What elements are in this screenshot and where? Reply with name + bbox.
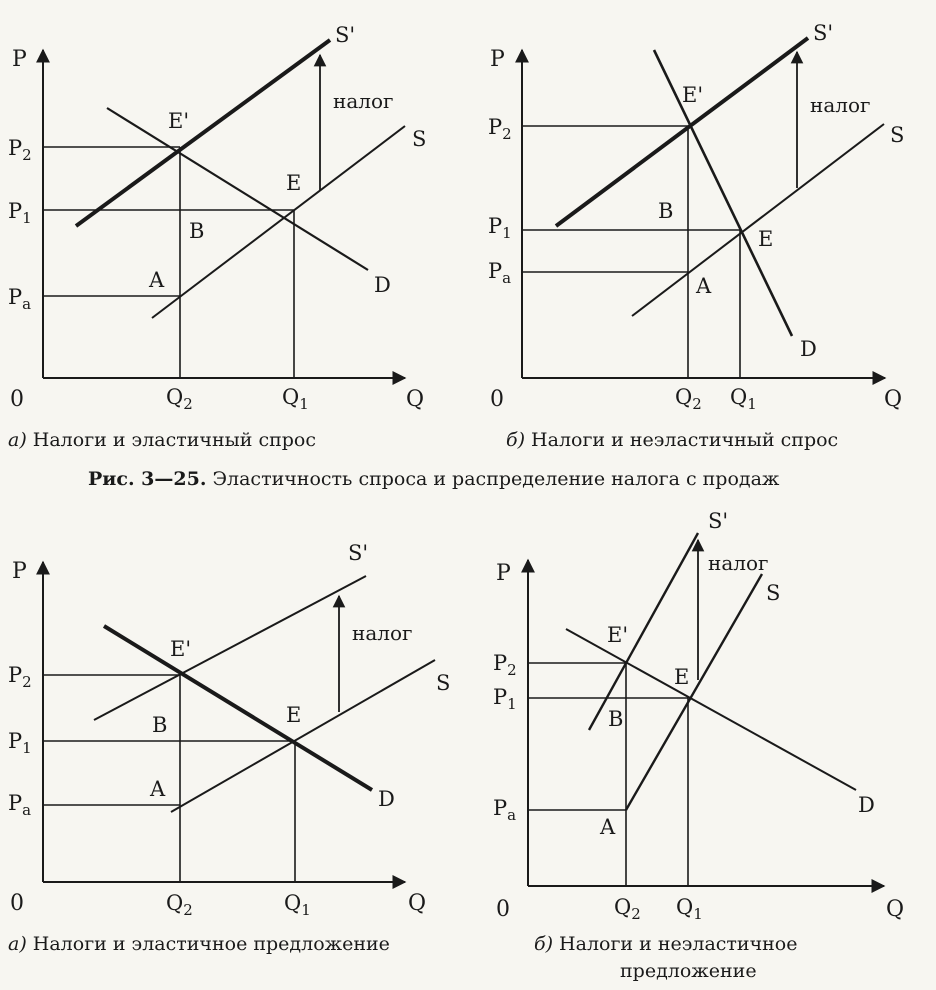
- curve-s-label: S: [766, 581, 781, 605]
- supply-curve-s-prime: [556, 38, 808, 226]
- q2-label: $Q_2$: [675, 385, 702, 413]
- q1-label: $Q_1$: [282, 385, 309, 413]
- curve-d-label: D: [858, 793, 875, 817]
- point-e-label: E: [674, 665, 690, 689]
- point-a-label: A: [150, 777, 166, 801]
- q2-label: $Q_2$: [614, 895, 641, 923]
- panel-caption: б) Налоги и неэластичное: [534, 933, 798, 955]
- curve-s-prime-label: S': [813, 21, 834, 45]
- panel-caption: а) Налоги и эластичное предложение: [8, 933, 390, 955]
- point-e-label: E: [286, 703, 302, 727]
- point-e-prime-label: E': [682, 83, 704, 107]
- pa-label: $P_a$: [493, 796, 517, 824]
- point-e-prime-label: E': [168, 109, 190, 133]
- supply-curve-s: [626, 574, 762, 810]
- point-e-label: E: [758, 227, 774, 251]
- x-axis-label: Q: [408, 891, 427, 916]
- point-e-prime-label: E': [607, 623, 629, 647]
- demand-curve-d: [104, 626, 372, 790]
- point-a-label: A: [600, 815, 616, 839]
- q2-label: $Q_2$: [166, 891, 193, 919]
- q1-label: $Q_1$: [730, 385, 757, 413]
- q1-label: $Q_1$: [284, 891, 311, 919]
- curve-d-label: D: [800, 337, 817, 361]
- curve-s-prime-label: S': [348, 541, 369, 565]
- panel-caption: а) Налоги и эластичный спрос: [8, 429, 317, 451]
- supply-curve-s-prime: [76, 40, 330, 226]
- panel-supply-elastic: [8, 541, 450, 955]
- p1-label: $P_1$: [8, 729, 32, 757]
- tax-label: налог: [352, 621, 413, 645]
- point-b-label: B: [189, 219, 205, 243]
- panel-caption-line2: предложение: [620, 960, 757, 982]
- supply-curve-s-prime: [589, 533, 698, 730]
- p2-label: $P_2$: [493, 651, 517, 679]
- p2-label: $P_2$: [8, 663, 32, 691]
- demand-curve-d: [107, 108, 368, 270]
- pa-label: $P_a$: [488, 259, 512, 287]
- curve-s-label: S: [890, 123, 905, 147]
- curve-d-label: D: [374, 273, 391, 297]
- curve-s-prime-label: S': [708, 509, 729, 533]
- curve-s-prime-label: S': [335, 23, 356, 47]
- point-b-label: B: [608, 707, 624, 731]
- y-axis-label: P: [496, 561, 511, 586]
- pa-label: $P_a$: [8, 285, 32, 313]
- panel-supply-inelastic: [493, 509, 904, 982]
- panel-demand-elastic: [8, 23, 426, 451]
- tax-label: налог: [708, 551, 769, 575]
- curve-s-label: S: [436, 671, 451, 695]
- tax-label: налог: [333, 89, 394, 113]
- supply-curve-s-prime: [94, 576, 366, 720]
- origin-label: 0: [496, 897, 510, 922]
- y-axis-label: P: [490, 47, 505, 72]
- point-a-label: A: [696, 274, 712, 298]
- panel-caption: б) Налоги и неэластичный спрос: [506, 429, 839, 451]
- x-axis-label: Q: [884, 387, 903, 412]
- q1-label: $Q_1$: [676, 895, 703, 923]
- y-axis-label: P: [12, 559, 27, 584]
- point-b-label: B: [152, 713, 168, 737]
- p1-label: $P_1$: [488, 214, 512, 242]
- origin-label: 0: [10, 387, 24, 412]
- origin-label: 0: [10, 891, 24, 916]
- figure-caption: Рис. 3—25. Эластичность спроса и распределение налога с продаж: [88, 468, 780, 490]
- point-e-label: E: [286, 171, 302, 195]
- point-e-prime-label: E': [170, 637, 192, 661]
- y-axis-label: P: [12, 47, 27, 72]
- pa-label: $P_a$: [8, 791, 32, 819]
- p2-label: $P_2$: [488, 115, 512, 143]
- q2-label: $Q_2$: [166, 385, 193, 413]
- origin-label: 0: [490, 387, 504, 412]
- supply-curve-s: [171, 660, 435, 812]
- p1-label: $P_1$: [493, 685, 517, 713]
- panel-demand-inelastic: [488, 21, 904, 451]
- curve-d-label: D: [378, 787, 395, 811]
- x-axis-label: Q: [406, 387, 425, 412]
- demand-curve-d: [654, 50, 792, 336]
- x-axis-label: Q: [886, 897, 905, 922]
- p1-label: $P_1$: [8, 199, 32, 227]
- tax-label: налог: [810, 93, 871, 117]
- point-b-label: B: [658, 199, 674, 223]
- point-a-label: A: [149, 268, 165, 292]
- curve-s-label: S: [412, 127, 427, 151]
- p2-label: $P_2$: [8, 136, 32, 164]
